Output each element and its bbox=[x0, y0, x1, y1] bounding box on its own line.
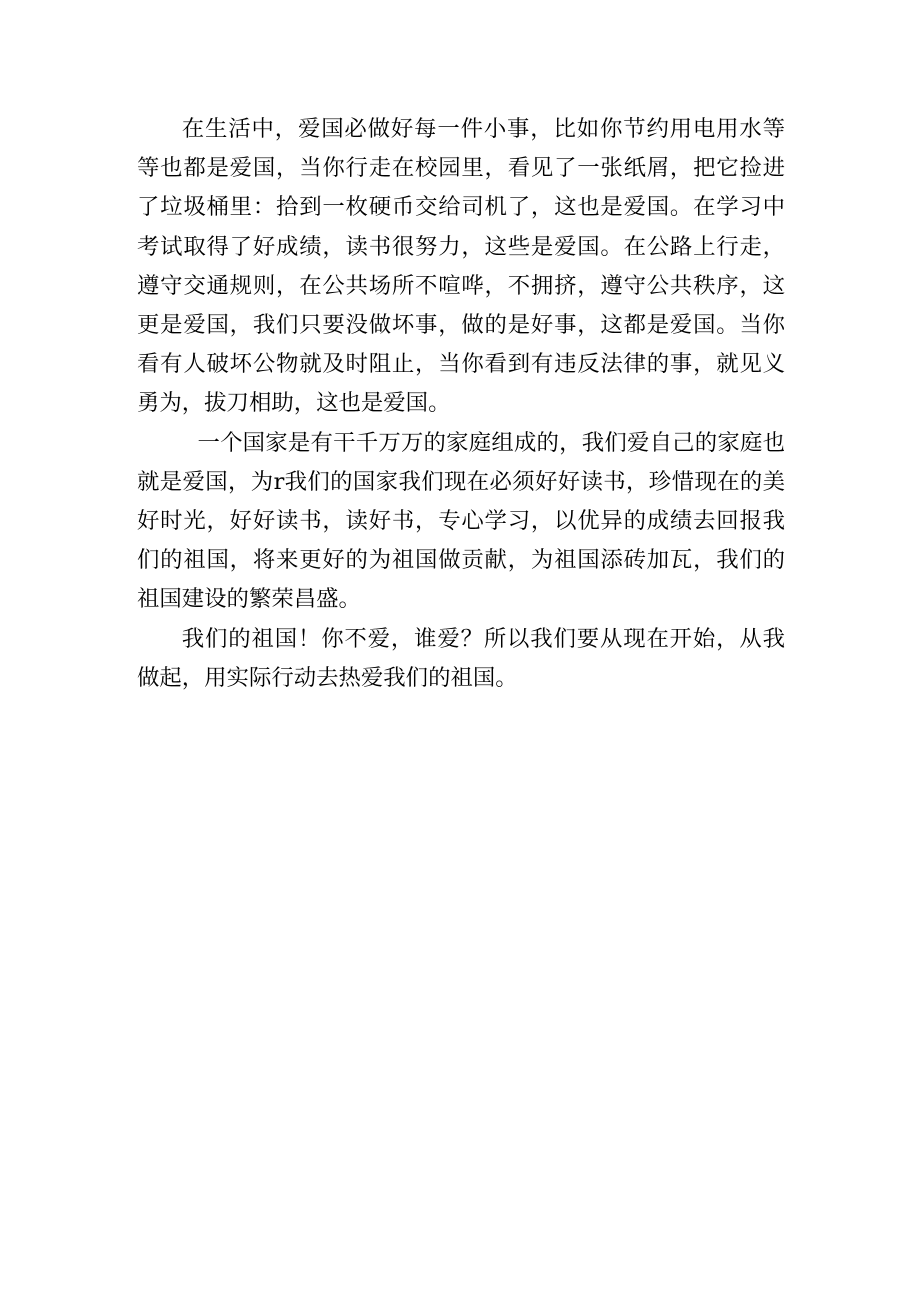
document-body bbox=[137, 110, 785, 698]
paragraph-1: 在生活中，爱国必做好每一件小事，比如你节约用电用水等等也都是爱国，当你行走在校园里，看见了一张纸屑，把它捡进了垃圾桶里：拾到一枚硬币交给司机了，这也是爱国。在学习中考试取得了好成绩，读书很努力，这些是爱国。在公路上行走，遵守交通规则，在公共场所不喧哗，不拥挤，遵守公共秩序，这更是爱国，我们只要没做坏事，做的是好事，这都是爱国。当你看有人破坏公物就及时阻止，当你看到有违反法律的事，就见义勇为，拔刀相助，这也是爱国。 bbox=[137, 116, 785, 417]
paragraph-2: 一个国家是有干千万万的家庭组成的，我们爱自己的家庭也就是爱国，为r我们的国家我们现在必须好好读书，珍惜现在的美好时光，好好读书，读好书，专心学习，以优异的成绩去回报我们的祖国，将来更好的为祖国做贡献，为祖国添砖加瓦，我们的祖国建设的繁荣昌盛。 bbox=[137, 429, 785, 613]
paragraph-3: 我们的祖国！你不爱，谁爱？所以我们要从现在开始，从我做起，用实际行动去热爱我们的祖国。 bbox=[137, 625, 785, 691]
